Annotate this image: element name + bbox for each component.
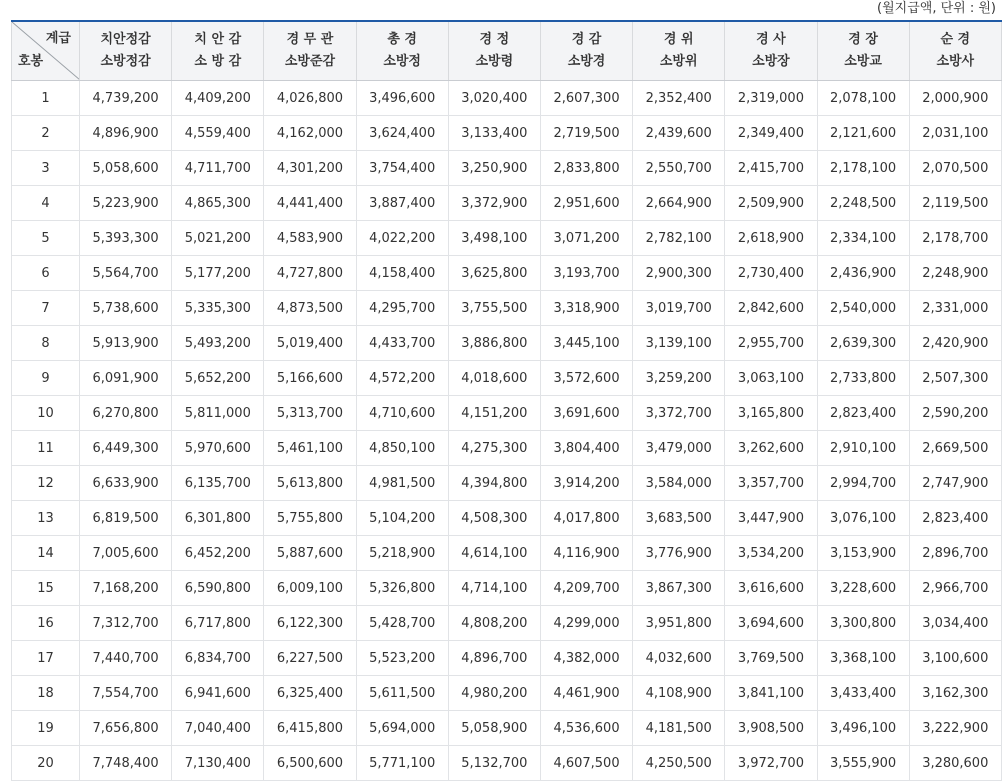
column-header-fire-rank: 소방사: [936, 54, 975, 69]
salary-cell: 3,076,100: [817, 501, 909, 536]
salary-cell: 3,572,600: [540, 361, 632, 396]
salary-cell: 3,914,200: [540, 466, 632, 501]
salary-cell: 5,564,700: [80, 256, 172, 291]
salary-cell: 2,842,600: [725, 291, 817, 326]
salary-table: [11, 20, 1002, 781]
salary-cell: 2,439,600: [633, 116, 725, 151]
salary-cell: 5,058,600: [80, 151, 172, 186]
salary-cell: 5,021,200: [172, 221, 264, 256]
salary-cell: 4,711,700: [172, 151, 264, 186]
salary-cell: 4,980,200: [448, 676, 540, 711]
salary-cell: 5,461,100: [264, 431, 356, 466]
salary-cell: 3,368,100: [817, 641, 909, 676]
table-row: [12, 81, 1002, 116]
salary-cell: 4,022,200: [356, 221, 448, 256]
step-cell: 3: [12, 151, 80, 186]
salary-cell: 3,100,600: [909, 641, 1001, 676]
step-cell: 5: [12, 221, 80, 256]
salary-cell: 4,151,200: [448, 396, 540, 431]
salary-cell: 5,218,900: [356, 536, 448, 571]
salary-cell: 4,295,700: [356, 291, 448, 326]
salary-cell: 2,669,500: [909, 431, 1001, 466]
table-row: [12, 116, 1002, 151]
salary-cell: 4,536,600: [540, 711, 632, 746]
salary-cell: 6,122,300: [264, 606, 356, 641]
column-header-rank: 경 감: [571, 32, 602, 47]
salary-cell: 5,393,300: [80, 221, 172, 256]
salary-cell: 2,607,300: [540, 81, 632, 116]
column-header-rank: 경 사: [756, 32, 786, 47]
salary-cell: 3,479,000: [633, 431, 725, 466]
salary-cell: 6,227,500: [264, 641, 356, 676]
salary-cell: 4,739,200: [80, 81, 172, 116]
table-row: [12, 221, 1002, 256]
salary-cell: 2,078,100: [817, 81, 909, 116]
salary-cell: 4,158,400: [356, 256, 448, 291]
table-row: [12, 711, 1002, 746]
step-cell: 6: [12, 256, 80, 291]
salary-cell: 5,335,300: [172, 291, 264, 326]
column-header-fire-rank: 소방장: [752, 54, 790, 69]
salary-cell: 4,162,000: [264, 116, 356, 151]
salary-cell: 3,584,000: [633, 466, 725, 501]
salary-cell: 2,664,900: [633, 186, 725, 221]
salary-cell: 6,834,700: [172, 641, 264, 676]
salary-cell: 7,656,800: [80, 711, 172, 746]
salary-cell: 6,091,900: [80, 361, 172, 396]
column-header-fire-rank: 소방정감: [100, 54, 151, 69]
salary-cell: 4,275,300: [448, 431, 540, 466]
salary-cell: 3,280,600: [909, 746, 1001, 781]
salary-cell: 3,433,400: [817, 676, 909, 711]
salary-cell: 5,493,200: [172, 326, 264, 361]
salary-cell: 6,819,500: [80, 501, 172, 536]
table-row: [12, 151, 1002, 186]
salary-cell: 2,415,700: [725, 151, 817, 186]
salary-cell: 2,782,100: [633, 221, 725, 256]
salary-cell: 3,616,600: [725, 571, 817, 606]
salary-cell: 3,063,100: [725, 361, 817, 396]
salary-cell: 3,372,900: [448, 186, 540, 221]
salary-cell: 2,550,700: [633, 151, 725, 186]
table-body: [12, 81, 1002, 781]
salary-cell: 3,019,700: [633, 291, 725, 326]
salary-cell: 4,607,500: [540, 746, 632, 781]
salary-cell: 3,691,600: [540, 396, 632, 431]
step-cell: 2: [12, 116, 80, 151]
step-cell: 1: [12, 81, 80, 116]
salary-cell: 5,313,700: [264, 396, 356, 431]
salary-cell: 6,449,300: [80, 431, 172, 466]
salary-cell: 3,153,900: [817, 536, 909, 571]
salary-cell: 5,428,700: [356, 606, 448, 641]
salary-cell: 3,776,900: [633, 536, 725, 571]
column-header: [817, 21, 909, 81]
salary-cell: 2,121,600: [817, 116, 909, 151]
salary-cell: 7,748,400: [80, 746, 172, 781]
salary-cell: 4,614,100: [448, 536, 540, 571]
salary-cell: 4,017,800: [540, 501, 632, 536]
step-cell: 17: [12, 641, 80, 676]
salary-cell: 5,613,800: [264, 466, 356, 501]
salary-cell: 3,498,100: [448, 221, 540, 256]
salary-cell: 5,326,800: [356, 571, 448, 606]
salary-cell: 3,250,900: [448, 151, 540, 186]
table-row: [12, 291, 1002, 326]
salary-cell: 5,177,200: [172, 256, 264, 291]
salary-cell: 6,135,700: [172, 466, 264, 501]
salary-cell: 6,325,400: [264, 676, 356, 711]
salary-cell: 5,652,200: [172, 361, 264, 396]
salary-cell: 3,300,800: [817, 606, 909, 641]
table-row: [12, 746, 1002, 781]
salary-cell: 3,555,900: [817, 746, 909, 781]
salary-cell: 3,867,300: [633, 571, 725, 606]
salary-cell: 2,994,700: [817, 466, 909, 501]
salary-cell: 4,181,500: [633, 711, 725, 746]
step-cell: 12: [12, 466, 80, 501]
salary-cell: 3,259,200: [633, 361, 725, 396]
salary-cell: 3,886,800: [448, 326, 540, 361]
salary-cell: 5,019,400: [264, 326, 356, 361]
salary-cell: 5,755,800: [264, 501, 356, 536]
salary-cell: 5,771,100: [356, 746, 448, 781]
column-header-fire-rank: 소방령: [475, 54, 514, 69]
salary-cell: 7,130,400: [172, 746, 264, 781]
salary-cell: 2,349,400: [725, 116, 817, 151]
salary-cell: 5,104,200: [356, 501, 448, 536]
salary-cell: 2,951,600: [540, 186, 632, 221]
salary-cell: 6,415,800: [264, 711, 356, 746]
corner-header-cell: [12, 21, 80, 81]
salary-cell: 2,833,800: [540, 151, 632, 186]
salary-cell: 4,865,300: [172, 186, 264, 221]
salary-cell: 3,318,900: [540, 291, 632, 326]
table-row: [12, 641, 1002, 676]
salary-cell: 5,887,600: [264, 536, 356, 571]
column-header-rank: 총 경: [387, 32, 417, 47]
step-cell: 9: [12, 361, 80, 396]
salary-cell: 3,534,200: [725, 536, 817, 571]
column-header-fire-rank: 소방위: [659, 54, 698, 69]
salary-cell: 2,507,300: [909, 361, 1001, 396]
salary-cell: 4,710,600: [356, 396, 448, 431]
salary-cell: 5,970,600: [172, 431, 264, 466]
salary-cell: 6,500,600: [264, 746, 356, 781]
salary-cell: 4,250,500: [633, 746, 725, 781]
step-cell: 13: [12, 501, 80, 536]
column-header-fire-rank: 소방경: [567, 54, 606, 69]
table-row: [12, 606, 1002, 641]
salary-cell: 3,755,500: [448, 291, 540, 326]
salary-cell: 2,910,100: [817, 431, 909, 466]
salary-cell: 4,850,100: [356, 431, 448, 466]
column-header-rank: 치안정감: [100, 32, 151, 47]
step-cell: 8: [12, 326, 80, 361]
salary-cell: 2,352,400: [633, 81, 725, 116]
salary-cell: 7,554,700: [80, 676, 172, 711]
salary-cell: 7,168,200: [80, 571, 172, 606]
salary-cell: 2,319,000: [725, 81, 817, 116]
salary-cell: 5,132,700: [448, 746, 540, 781]
salary-cell: 3,262,600: [725, 431, 817, 466]
salary-cell: 4,394,800: [448, 466, 540, 501]
salary-cell: 3,139,100: [633, 326, 725, 361]
table-row: [12, 186, 1002, 221]
salary-cell: 2,733,800: [817, 361, 909, 396]
corner-label-step: 호봉: [18, 54, 44, 69]
salary-cell: 3,625,800: [448, 256, 540, 291]
salary-cell: 3,908,500: [725, 711, 817, 746]
salary-cell: 3,162,300: [909, 676, 1001, 711]
salary-cell: 3,769,500: [725, 641, 817, 676]
table-row: [12, 501, 1002, 536]
salary-cell: 3,496,600: [356, 81, 448, 116]
table-row: [12, 326, 1002, 361]
salary-cell: 2,719,500: [540, 116, 632, 151]
salary-cell: 4,461,900: [540, 676, 632, 711]
table-row: [12, 676, 1002, 711]
salary-cell: 3,193,700: [540, 256, 632, 291]
salary-cell: 3,496,100: [817, 711, 909, 746]
salary-cell: 2,590,200: [909, 396, 1001, 431]
salary-cell: 3,222,900: [909, 711, 1001, 746]
salary-cell: 2,334,100: [817, 221, 909, 256]
salary-cell: 5,223,900: [80, 186, 172, 221]
column-header-fire-rank: 소방교: [844, 54, 882, 69]
salary-cell: 4,808,200: [448, 606, 540, 641]
salary-cell: 4,714,100: [448, 571, 540, 606]
salary-cell: 2,248,500: [817, 186, 909, 221]
salary-cell: 4,981,500: [356, 466, 448, 501]
salary-cell: 2,178,700: [909, 221, 1001, 256]
salary-cell: 2,966,700: [909, 571, 1001, 606]
salary-cell: 5,694,000: [356, 711, 448, 746]
salary-cell: 7,005,600: [80, 536, 172, 571]
column-header: [909, 21, 1001, 81]
salary-cell: 6,301,800: [172, 501, 264, 536]
salary-cell: 3,694,600: [725, 606, 817, 641]
salary-cell: 2,900,300: [633, 256, 725, 291]
column-header: [172, 21, 264, 81]
salary-cell: 6,452,200: [172, 536, 264, 571]
table-row: [12, 466, 1002, 501]
salary-cell: 2,823,400: [909, 501, 1001, 536]
salary-cell: 3,754,400: [356, 151, 448, 186]
step-cell: 20: [12, 746, 80, 781]
salary-cell: 4,299,000: [540, 606, 632, 641]
column-header-rank: 치 안 감: [194, 32, 242, 47]
salary-cell: 3,034,400: [909, 606, 1001, 641]
salary-cell: 6,633,900: [80, 466, 172, 501]
salary-cell: 3,683,500: [633, 501, 725, 536]
column-header: [264, 21, 356, 81]
salary-cell: 4,026,800: [264, 81, 356, 116]
table-row: [12, 571, 1002, 606]
salary-cell: 7,040,400: [172, 711, 264, 746]
salary-cell: 2,896,700: [909, 536, 1001, 571]
salary-cell: 4,572,200: [356, 361, 448, 396]
step-cell: 15: [12, 571, 80, 606]
salary-cell: 4,896,900: [80, 116, 172, 151]
salary-cell: 3,020,400: [448, 81, 540, 116]
salary-cell: 2,420,900: [909, 326, 1001, 361]
salary-cell: 2,000,900: [909, 81, 1001, 116]
column-header: [540, 21, 632, 81]
salary-cell: 2,618,900: [725, 221, 817, 256]
unit-note: (월지급액, 단위 : 원): [877, 1, 996, 16]
salary-cell: 3,372,700: [633, 396, 725, 431]
salary-cell: 5,738,600: [80, 291, 172, 326]
step-cell: 19: [12, 711, 80, 746]
salary-cell: 2,119,500: [909, 186, 1001, 221]
step-cell: 4: [12, 186, 80, 221]
salary-cell: 3,972,700: [725, 746, 817, 781]
salary-cell: 4,559,400: [172, 116, 264, 151]
salary-cell: 4,409,200: [172, 81, 264, 116]
salary-cell: 4,896,700: [448, 641, 540, 676]
salary-cell: 6,009,100: [264, 571, 356, 606]
salary-cell: 3,447,900: [725, 501, 817, 536]
salary-cell: 4,382,000: [540, 641, 632, 676]
column-header: [633, 21, 725, 81]
step-cell: 11: [12, 431, 80, 466]
column-header-fire-rank: 소방준감: [284, 54, 336, 69]
corner-label-rank: 계급: [45, 31, 71, 46]
salary-cell: 6,717,800: [172, 606, 264, 641]
salary-cell: 2,747,900: [909, 466, 1001, 501]
salary-cell: 3,228,600: [817, 571, 909, 606]
salary-cell: 5,611,500: [356, 676, 448, 711]
salary-cell: 2,509,900: [725, 186, 817, 221]
salary-cell: 4,873,500: [264, 291, 356, 326]
column-header-rank: 경 정: [479, 32, 510, 47]
salary-cell: 6,270,800: [80, 396, 172, 431]
column-header-rank: 경 위: [663, 32, 694, 47]
salary-cell: 3,841,100: [725, 676, 817, 711]
salary-cell: 5,523,200: [356, 641, 448, 676]
salary-cell: 4,209,700: [540, 571, 632, 606]
salary-cell: 3,887,400: [356, 186, 448, 221]
salary-cell: 2,639,300: [817, 326, 909, 361]
salary-cell: 5,811,000: [172, 396, 264, 431]
salary-cell: 3,445,100: [540, 326, 632, 361]
salary-cell: 5,058,900: [448, 711, 540, 746]
salary-cell: 2,436,900: [817, 256, 909, 291]
column-header-rank: 순 경: [940, 32, 971, 47]
column-header-rank: 경 장: [848, 32, 878, 47]
salary-cell: 4,433,700: [356, 326, 448, 361]
salary-cell: 4,018,600: [448, 361, 540, 396]
table-row: [12, 536, 1002, 571]
column-header-fire-rank: 소방정: [383, 54, 421, 69]
step-cell: 18: [12, 676, 80, 711]
salary-cell: 4,441,400: [264, 186, 356, 221]
column-header-rank: 경 무 관: [286, 32, 334, 47]
salary-cell: 2,823,400: [817, 396, 909, 431]
salary-cell: 4,032,600: [633, 641, 725, 676]
salary-cell: 2,331,000: [909, 291, 1001, 326]
salary-cell: 3,951,800: [633, 606, 725, 641]
salary-cell: 4,727,800: [264, 256, 356, 291]
step-cell: 10: [12, 396, 80, 431]
salary-cell: 3,624,400: [356, 116, 448, 151]
salary-cell: 7,312,700: [80, 606, 172, 641]
salary-cell: 4,108,900: [633, 676, 725, 711]
salary-cell: 2,540,000: [817, 291, 909, 326]
table-row: [12, 431, 1002, 466]
salary-cell: 2,070,500: [909, 151, 1001, 186]
salary-cell: 2,955,700: [725, 326, 817, 361]
column-header-fire-rank: 소 방 감: [194, 54, 242, 69]
salary-cell: 7,440,700: [80, 641, 172, 676]
salary-cell: 4,508,300: [448, 501, 540, 536]
salary-cell: 4,583,900: [264, 221, 356, 256]
column-header: [356, 21, 448, 81]
table-row: [12, 361, 1002, 396]
salary-cell: 3,071,200: [540, 221, 632, 256]
salary-cell: 3,357,700: [725, 466, 817, 501]
column-header: [725, 21, 817, 81]
salary-cell: 5,913,900: [80, 326, 172, 361]
salary-cell: 6,941,600: [172, 676, 264, 711]
header-row: [12, 21, 1002, 81]
salary-cell: 2,248,900: [909, 256, 1001, 291]
table-row: [12, 256, 1002, 291]
step-cell: 7: [12, 291, 80, 326]
salary-cell: 6,590,800: [172, 571, 264, 606]
column-header: [448, 21, 540, 81]
step-cell: 14: [12, 536, 80, 571]
salary-cell: 4,116,900: [540, 536, 632, 571]
step-cell: 16: [12, 606, 80, 641]
table-row: [12, 396, 1002, 431]
salary-cell: 2,178,100: [817, 151, 909, 186]
salary-cell: 2,031,100: [909, 116, 1001, 151]
salary-cell: 3,165,800: [725, 396, 817, 431]
column-header: [80, 21, 172, 81]
salary-cell: 3,804,400: [540, 431, 632, 466]
salary-cell: 5,166,600: [264, 361, 356, 396]
salary-cell: 2,730,400: [725, 256, 817, 291]
salary-cell: 4,301,200: [264, 151, 356, 186]
salary-cell: 3,133,400: [448, 116, 540, 151]
